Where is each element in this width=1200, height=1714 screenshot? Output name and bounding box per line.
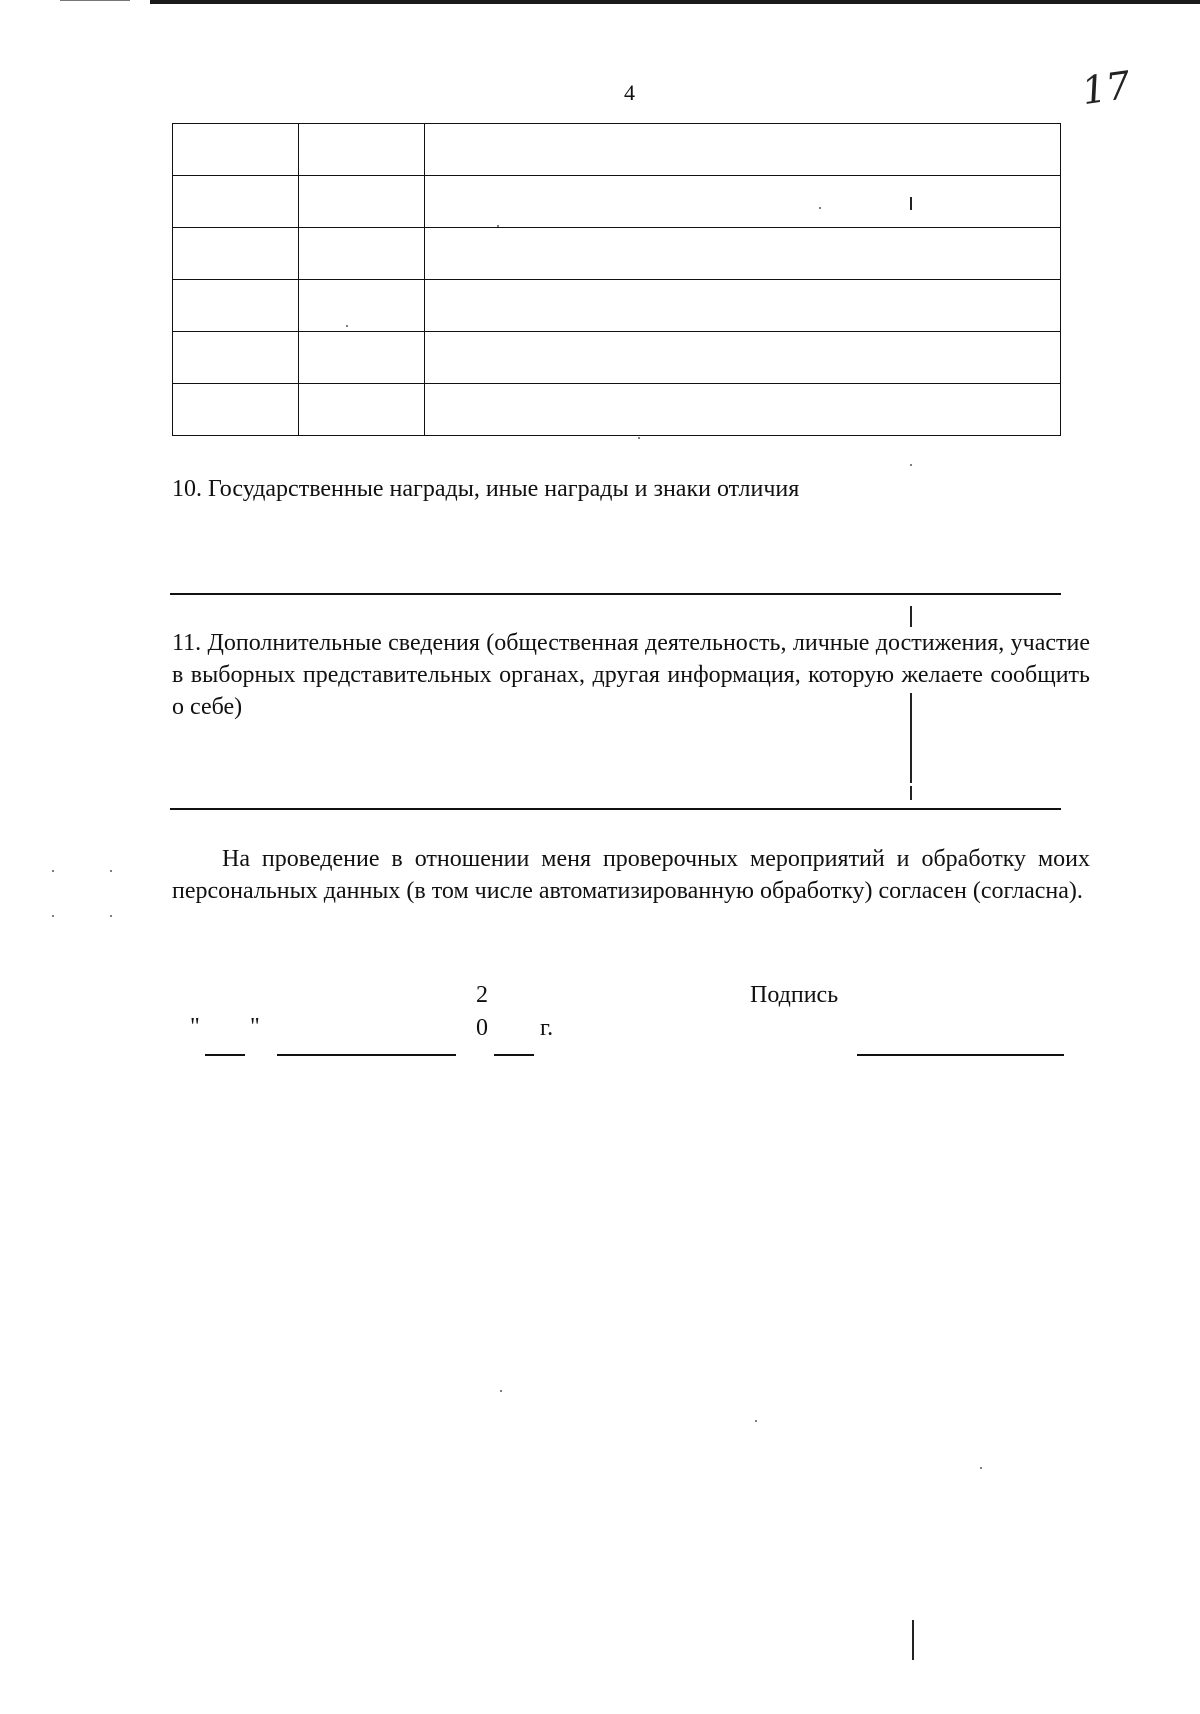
table-row bbox=[173, 280, 1061, 332]
scan-artifact bbox=[912, 1620, 914, 1660]
consent-statement: На проведение в отношении меня проверочных мероприятий и обработку моих персональных данных (в том числе автоматизированную обработку) согласен (согласна). bbox=[172, 846, 1090, 904]
scan-speck bbox=[910, 464, 912, 466]
scan-speck bbox=[52, 915, 54, 917]
table-cell bbox=[425, 384, 1061, 436]
table-row bbox=[173, 384, 1061, 436]
date-year-line bbox=[494, 1054, 534, 1056]
table-cell bbox=[425, 280, 1061, 332]
year-digit: 2 bbox=[476, 982, 488, 1008]
scan-artifact bbox=[910, 197, 912, 210]
scan-speck bbox=[980, 1467, 982, 1469]
year-digit: 0 bbox=[476, 1015, 488, 1041]
scan-speck bbox=[110, 915, 112, 917]
table-cell bbox=[173, 280, 299, 332]
section-10-answer-line bbox=[170, 593, 1061, 595]
table-cell bbox=[425, 228, 1061, 280]
table-cell bbox=[425, 124, 1061, 176]
table-cell bbox=[425, 332, 1061, 384]
table-cell bbox=[425, 176, 1061, 228]
table-cell bbox=[299, 228, 425, 280]
table-cell bbox=[173, 228, 299, 280]
table-row bbox=[173, 228, 1061, 280]
section-11-answer-line bbox=[170, 808, 1061, 810]
scan-artifact bbox=[910, 693, 912, 783]
table-row bbox=[173, 176, 1061, 228]
scan-edge-line bbox=[150, 0, 1200, 4]
table-cell bbox=[173, 176, 299, 228]
page-number: 4 bbox=[624, 80, 635, 105]
date-month-line bbox=[277, 1054, 456, 1056]
section-11-heading: 11. Дополнительные сведения (общественная деятельность, личные достижения, участие в выборных представительных органах, другая информация, которую желаете сообщить о себе) bbox=[172, 630, 1090, 720]
blank-table bbox=[172, 123, 1061, 436]
table-cell bbox=[299, 176, 425, 228]
signature-line bbox=[857, 1054, 1064, 1056]
scan-speck bbox=[500, 1390, 502, 1392]
table-cell bbox=[299, 384, 425, 436]
table-row bbox=[173, 332, 1061, 384]
table-cell bbox=[173, 384, 299, 436]
table-cell bbox=[299, 280, 425, 332]
signature-label: Подпись bbox=[750, 982, 839, 1008]
table-cell bbox=[173, 124, 299, 176]
date-quote-open: " bbox=[190, 1014, 200, 1040]
scan-edge-line bbox=[60, 0, 130, 1]
scan-artifact bbox=[910, 786, 912, 800]
scan-speck bbox=[346, 325, 348, 327]
table-cell bbox=[299, 332, 425, 384]
handwritten-page-number: 17 bbox=[1079, 62, 1134, 114]
table-row bbox=[173, 124, 1061, 176]
date-quote-close: " bbox=[250, 1014, 260, 1040]
date-day-line bbox=[205, 1054, 245, 1056]
table-cell bbox=[173, 332, 299, 384]
scan-speck bbox=[497, 225, 499, 227]
scan-speck bbox=[638, 437, 640, 439]
year-suffix: г. bbox=[540, 1015, 554, 1041]
scan-speck bbox=[819, 207, 821, 209]
scan-speck bbox=[755, 1420, 757, 1422]
scan-artifact bbox=[910, 606, 912, 627]
scan-speck bbox=[52, 870, 54, 872]
table-cell bbox=[299, 124, 425, 176]
section-10-heading: 10. Государственные награды, иные награды и знаки отличия bbox=[172, 476, 800, 502]
scan-speck bbox=[110, 870, 112, 872]
